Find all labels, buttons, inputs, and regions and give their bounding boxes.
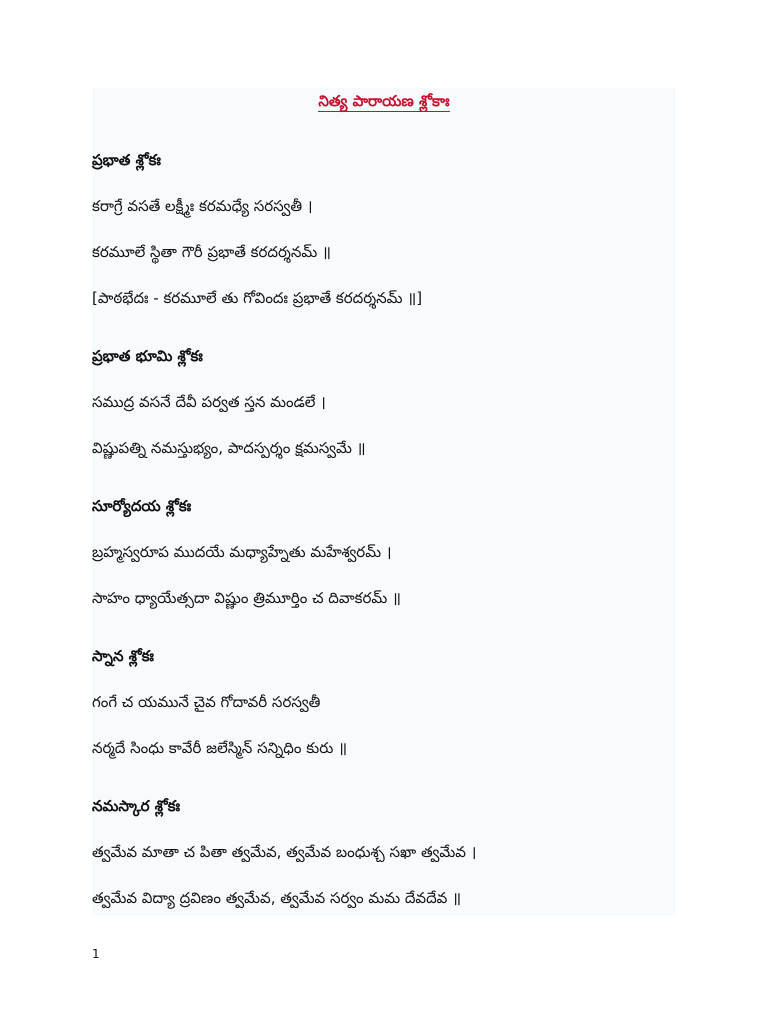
verse-line: కరమూలే స్థితా గౌరీ ప్రభాతే కరదర్శనమ్ ॥ — [92, 243, 332, 261]
verse-line-variant: [పాఠభేదః - కరమూలే తు గోవిందః ప్రభాతే కరదర్శనమ్ ॥] — [92, 289, 423, 307]
page-number: 1 — [92, 947, 100, 961]
document-title — [0, 92, 768, 114]
document-title-text: నిత్య పారాయణ శ్లోకాః — [318, 92, 450, 110]
section-heading-suryodaya: సూర్యోదయ శ్లోకః — [92, 497, 192, 515]
verse-line: కరాగ్రే వసతే లక్ష్మీః కరమధ్యే సరస్వతీ । — [92, 197, 313, 215]
verse-line: నర్మదే సింధు కావేరీ జలేస్మిన్ సన్నిధిం కురు ॥ — [92, 739, 348, 757]
verse-line: త్వమేవ మాతా చ పితా త్వమేవ, త్వమేవ బంధుశ్చ సఖా త్వమేవ । — [92, 843, 477, 861]
verse-line: బ్రహ్మస్వరూప ముదయే మధ్యాహ్నేతు మహేశ్వరమ్ । — [92, 543, 392, 561]
verse-line: సాహం ధ్యాయేత్సదా విష్ణుం త్రిమూర్తిం చ దివాకరమ్ ॥ — [92, 589, 402, 607]
verse-line: గంగే చ యమునే చైవ గోదావరీ సరస్వతీ — [92, 693, 321, 711]
verse-line: విష్ణుపత్ని నమస్తుభ్యం, పాదస్పర్శం క్షమస్వమే ॥ — [92, 439, 366, 457]
verse-line: త్వమేవ విద్యా ద్రవిణం త్వమేవ, త్వమేవ సర్వం మమ దేవదేవ ॥ — [92, 889, 462, 907]
verse-line: సముద్ర వసనే దేవీ పర్వత స్తన మండలే । — [92, 393, 326, 411]
section-heading-prabhata: ప్రభాత శ్లోకః — [92, 151, 161, 169]
section-heading-namaskara: నమస్కార శ్లోకః — [92, 797, 181, 815]
section-heading-prabhata-bhumi: ప్రభాత భూమి శ్లోకః — [92, 347, 203, 365]
section-heading-snana: స్నాన శ్లోకః — [92, 647, 154, 665]
